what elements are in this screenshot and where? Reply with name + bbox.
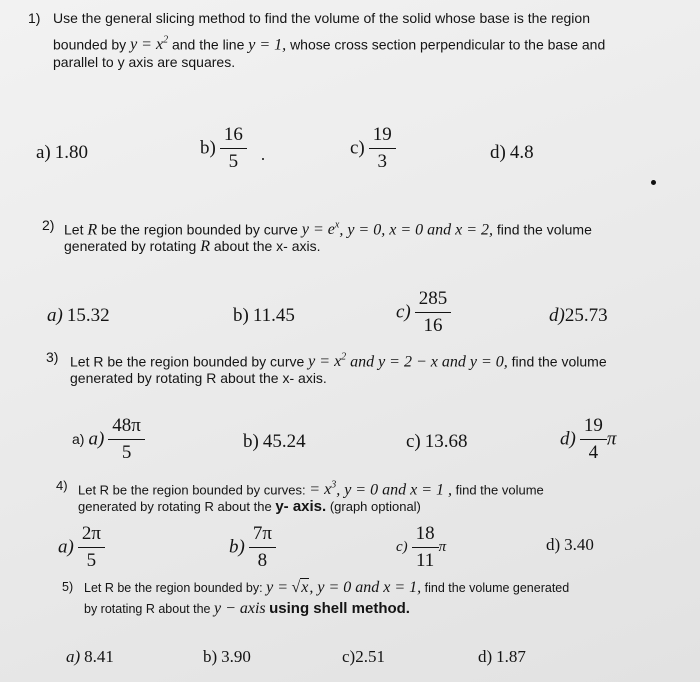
question-5-line-1: Let R be the region bounded by: y = √x, y = 0 and x = 1, find the volume generated	[84, 579, 570, 596]
question-2-number: 2)	[42, 217, 55, 233]
q1-choice-c[interactable]: c) $\frac{19}{3}$	[350, 124, 396, 173]
q5-sqrt: √x	[291, 579, 309, 596]
q4-choice-c[interactable]: c) $\frac{18}{11}$ π	[396, 523, 447, 571]
q5-choice-c[interactable]: c)2.51	[342, 647, 385, 666]
q2-c-fraction: $\frac{285}{16}$	[415, 288, 452, 337]
q1-line-eq: y = 1,	[248, 36, 287, 54]
question-5-number: 5)	[62, 580, 74, 594]
ink-dot	[651, 180, 656, 185]
q5-choice-b[interactable]: b) 3.90	[203, 647, 251, 666]
q1-choice-a[interactable]: a) 1.80	[36, 142, 89, 163]
q4-b-fraction: $\frac{7\pi}{8}$	[249, 523, 276, 572]
q4-c-fraction: $\frac{18}{11}$	[412, 523, 439, 572]
q3-a-fraction: $\frac{48\pi}{5}$	[108, 415, 145, 464]
question-1-line-2: bounded by $y = x^2$ and the line y = 1, whose cross section perpendicular to the base and	[53, 35, 606, 54]
question-3-number: 3)	[46, 349, 59, 365]
q2-choice-c[interactable]: c) $\frac{285}{16}$	[396, 288, 451, 337]
q2-choice-a[interactable]: a) 15.32	[47, 305, 110, 326]
q4-choice-b[interactable]: b) $\frac{7\pi}{8}$	[229, 523, 276, 572]
q1-c-fraction: $\frac{19}{3}$	[369, 124, 396, 173]
q1-choice-b[interactable]: b) $\frac{16}{5}$	[200, 124, 247, 173]
question-2-line-1: Let R be the region bounded by curve $y = e^x$, y = 0, x = 0 and x = 2, find the volume	[64, 220, 592, 239]
q4-choice-a[interactable]: a) $\frac{2\pi}{5}$	[58, 523, 105, 572]
question-4-number: 4)	[56, 478, 68, 493]
question-2-line-2: generated by rotating R about the x- axis.	[64, 238, 321, 255]
q4-choice-d[interactable]: d) 3.40	[546, 535, 594, 554]
q3-choice-c[interactable]: c) 13.68	[406, 431, 468, 452]
q5-choice-a[interactable]: a) 8.41	[66, 647, 114, 666]
question-1-number: 1)	[28, 10, 41, 26]
q3-curve: $y = x^2$	[308, 352, 347, 371]
question-4-line-2: generated by rotating R about the y- axis. (graph optional)	[78, 498, 421, 515]
q3-choice-d[interactable]: d) $\frac{19}{4}$ π	[560, 415, 617, 463]
question-3-line-2: generated by rotating R about the x- axis.	[70, 370, 327, 386]
q5-choice-d[interactable]: d) 1.87	[478, 647, 526, 666]
q1-choice-d[interactable]: d) 4.8	[490, 142, 534, 163]
q3-choice-b[interactable]: b) 45.24	[243, 431, 306, 452]
ink-dot-small	[262, 158, 264, 160]
question-4-line-1: Let R be the region bounded by curves: = $x^3$, y = 0 and x = 1 , find the volume	[78, 480, 544, 499]
question-1-line-1: Use the general slicing method to find the volume of the solid whose base is the region	[53, 10, 590, 26]
q1-b-fraction: $\frac{16}{5}$	[220, 124, 247, 173]
q2-curve: $y = e^x$	[301, 220, 340, 239]
question-3-line-1: Let R be the region bounded by curve $y = x^2$ and y = 2 − x and y = 0, find the volume	[70, 352, 607, 371]
q1-curve: $y = x^2$	[130, 35, 169, 54]
question-1-line-3: parallel to y axis are squares.	[53, 54, 236, 70]
q3-choice-a[interactable]: a) a) $\frac{48\pi}{5}$	[72, 415, 145, 464]
q2-choice-b[interactable]: b) 11.45	[233, 305, 295, 326]
question-5-line-2: by rotating R about the y − axis using shell method.	[84, 600, 410, 617]
q2-choice-d[interactable]: d)25.73	[549, 305, 608, 326]
q4-curve: = $x^3$	[309, 480, 337, 499]
q3-d-fraction: $\frac{19}{4}$	[580, 415, 607, 464]
q4-a-fraction: $\frac{2\pi}{5}$	[78, 523, 105, 572]
